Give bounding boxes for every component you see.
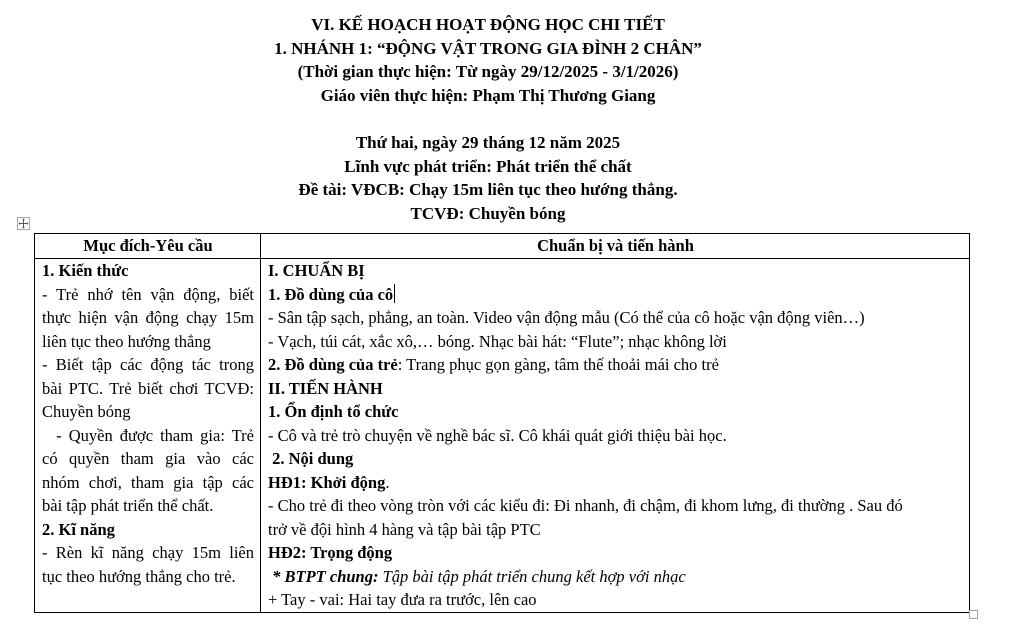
teacher-item: - Vạch, túi cát, xắc xô,… bóng. Nhạc bài hát: “Flute”; nhạc không lời <box>268 331 727 351</box>
text-cursor <box>394 284 395 303</box>
move-arrows-icon <box>18 218 29 229</box>
knowledge-line: liên tục theo hướng thẳng <box>42 331 211 351</box>
arm-exercise: + Tay - vai: Hai tay đưa ra trước, lên cao <box>268 590 537 609</box>
objectives-cell[interactable] <box>35 259 261 613</box>
time-period: (Thời gian thực hiện: Từ ngày 29/12/2025 - 3/1/2026) <box>297 62 679 81</box>
section-title: VI. KẾ HOẠCH HOẠT ĐỘNG HỌC CHI TIẾT <box>311 15 665 34</box>
hd1-label: HĐ1: Khởi động <box>268 472 386 492</box>
btpt-label: * BTPT chung: <box>268 566 379 586</box>
btpt-line <box>268 565 963 589</box>
rights-line: có quyền tham gia vào các <box>42 449 254 468</box>
hd1-text-line: trở về đội hình 4 hàng và tập bài tập PTC <box>268 519 541 539</box>
teacher-items-heading-line <box>268 283 963 307</box>
teacher-item: - Sân tập sạch, phẳng, an toàn. Video vận động mẫu (Có thể của cô hoặc vận động viên…) <box>268 308 865 327</box>
table-header-row <box>35 234 970 259</box>
development-field: Lĩnh vực phát triển: Phát triển thể chất <box>344 156 632 176</box>
knowledge-line: bài PTC. Trẻ biết chơi TCVĐ: <box>42 378 254 398</box>
preparation-cell[interactable] <box>261 259 970 613</box>
knowledge-heading: 1. Kiến thức <box>42 261 129 280</box>
skills-line: - Rèn kĩ năng chạy 15m liên <box>42 543 254 562</box>
child-items-label: 2. Đồ dùng của trẻ <box>268 355 398 374</box>
prep-heading: I. CHUẨN BỊ <box>268 261 365 280</box>
content-heading: 2. Nội dung <box>268 449 354 468</box>
hd2-label: HĐ2: Trọng động <box>268 543 393 562</box>
lesson-topic: Đề tài: VĐCB: Chạy 15m liên tục theo hướng thẳng. <box>298 180 678 199</box>
plan-title-block <box>0 13 976 107</box>
knowledge-line: - Biết tập các động tác trong <box>42 355 254 374</box>
child-items-text: : Trang phục gọn gàng, tâm thế thoải mái cho trẻ <box>397 355 719 374</box>
rights-line: nhóm chơi, tham gia tập các <box>42 472 254 492</box>
skills-line: tục theo hướng thẳng cho trẻ. <box>42 566 236 586</box>
lesson-info-block <box>0 131 976 225</box>
proceed-heading: II. TIẾN HÀNH <box>268 378 383 398</box>
knowledge-line: - Trẻ nhớ tên vận động, biết <box>42 284 254 304</box>
child-items-line <box>268 353 963 377</box>
organization-heading: 1. Ổn định tổ chức <box>268 402 399 421</box>
teacher-items-heading: 1. Đồ dùng của cô <box>268 284 394 304</box>
resize-square-icon[interactable] <box>969 610 978 619</box>
teacher-name: Giáo viên thực hiện: Phạm Thị Thương Giang <box>320 85 656 105</box>
lesson-date: Thứ hai, ngày 29 tháng 12 năm 2025 <box>355 133 621 152</box>
rights-line: bài tập phát triển thể chất. <box>42 496 214 515</box>
btpt-text: Tập bài tập phát triển chung kết hợp với nhạc <box>378 566 686 586</box>
branch-title: 1. NHÁNH 1: “ĐỘNG VẬT TRONG GIA ĐÌNH 2 CHÂN” <box>274 38 702 58</box>
rights-line: - Quyền được tham gia: Trẻ <box>42 425 254 445</box>
hd1-dot: . <box>385 472 390 492</box>
movement-game: TCVĐ: Chuyền bóng <box>410 203 566 223</box>
knowledge-line: Chuyền bóng <box>42 402 131 421</box>
hd1-line <box>268 471 963 495</box>
header-objectives: Mục đích-Yêu cầu <box>35 234 261 259</box>
skills-heading: 2. Kĩ năng <box>42 519 115 539</box>
knowledge-line: thực hiện vận động chạy 15m <box>42 308 254 327</box>
organization-text: - Cô và trẻ trò chuyện về nghề bác sĩ. Cô khái quát giới thiệu bài học. <box>268 425 727 445</box>
table-row <box>35 259 970 613</box>
table-move-handle[interactable] <box>17 217 30 230</box>
lesson-plan-table <box>34 233 970 613</box>
hd1-text-line: - Cho trẻ đi theo vòng tròn với các kiểu đi: Đi nhanh, đi chậm, đi khom lưng, đi thường . Sau đó <box>268 496 903 515</box>
header-preparation: Chuẩn bị và tiến hành <box>261 234 970 259</box>
